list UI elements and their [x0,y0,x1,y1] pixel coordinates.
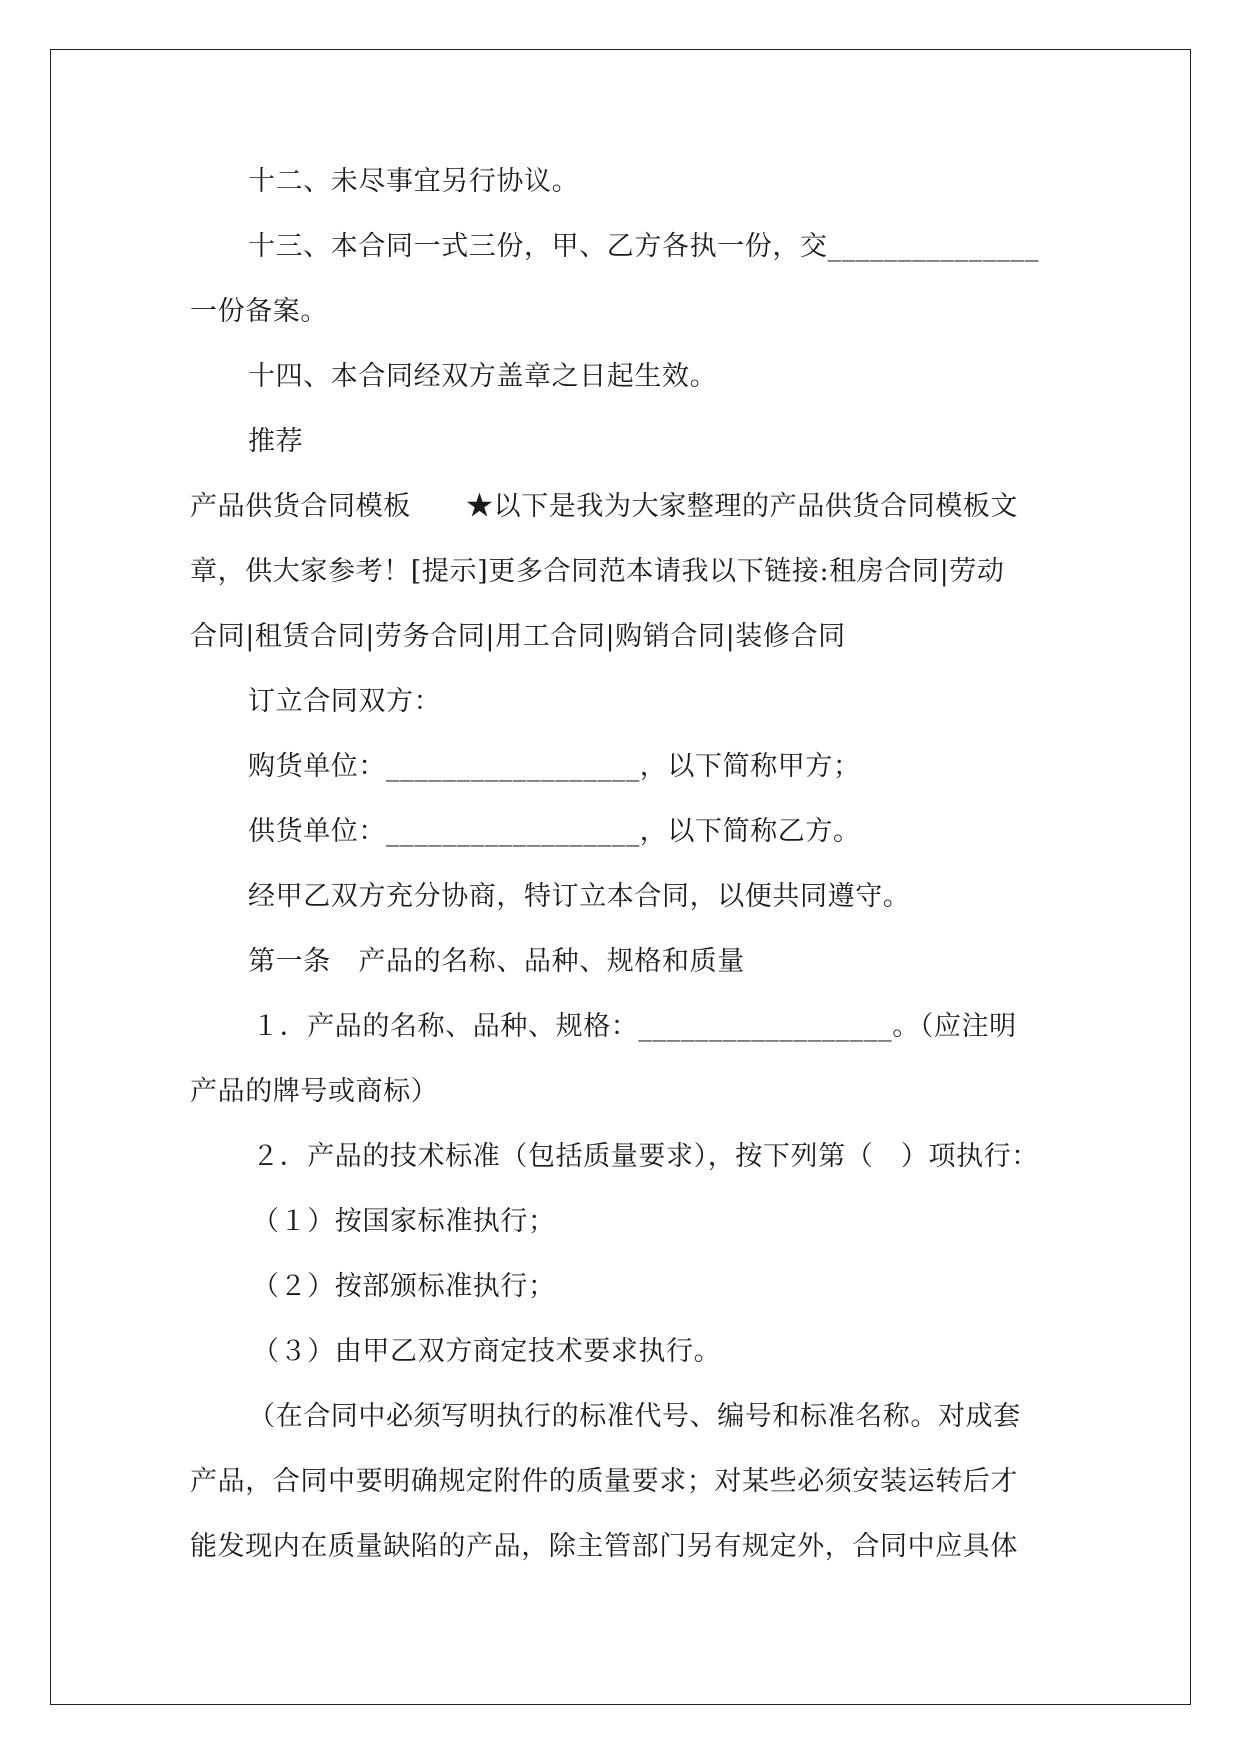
option-1: （１）按国家标准执行； [252,1206,556,1237]
document-body [190,156,1060,1586]
clause-12: 十二、未尽事宜另行协议。 [248,166,580,197]
note-line-3: 能发现内在质量缺陷的产品，除主管部门另有规定外，合同中应具体 [190,1531,1018,1562]
item-2: ２．产品的技术标准（包括质量要求），按下列第（ ）项执行： [252,1141,1039,1172]
option-3: （３）由甲乙双方商定技术要求执行。 [252,1336,722,1367]
agreement-statement: 经甲乙双方充分协商，特订立本合同，以便共同遵守。 [248,881,911,912]
clause-14: 十四、本合同经双方盖章之日起生效。 [248,361,718,392]
recommend-heading: 推荐 [248,426,304,457]
article-1-heading: 第一条 产品的名称、品种、规格和质量 [248,946,745,977]
clause-13: 十三、本合同一式三份，甲、乙方各执一份，交_______________ [248,231,1040,262]
template-intro-line-3: 合同|租赁合同|劳务合同|用工合同|购销合同|装修合同 [190,621,846,652]
note-line-1: （在合同中必须写明执行的标准代号、编号和标准名称。对成套 [248,1401,1021,1432]
template-intro-line-2: 章，供大家参考！[提示]更多合同范本请我以下链接:租房合同|劳动 [190,556,1005,587]
note-line-2: 产品，合同中要明确规定附件的质量要求；对某些必须安装运转后才 [190,1466,1018,1497]
item-1-line-2: 产品的牌号或商标） [190,1076,439,1107]
clause-13-continued: 一份备案。 [190,296,328,327]
parties-heading: 订立合同双方： [248,686,442,717]
template-intro-line-1: 产品供货合同模板 ★以下是我为大家整理的产品供货合同模板文 [190,491,1018,522]
item-1-line-1: １．产品的名称、品种、规格：__________________。（应注明 [252,1011,1017,1042]
option-2: （２）按部颁标准执行； [252,1271,556,1302]
supplier-line: 供货单位：__________________，以下简称乙方。 [248,816,861,847]
buyer-line: 购货单位：__________________，以下简称甲方； [248,751,861,782]
